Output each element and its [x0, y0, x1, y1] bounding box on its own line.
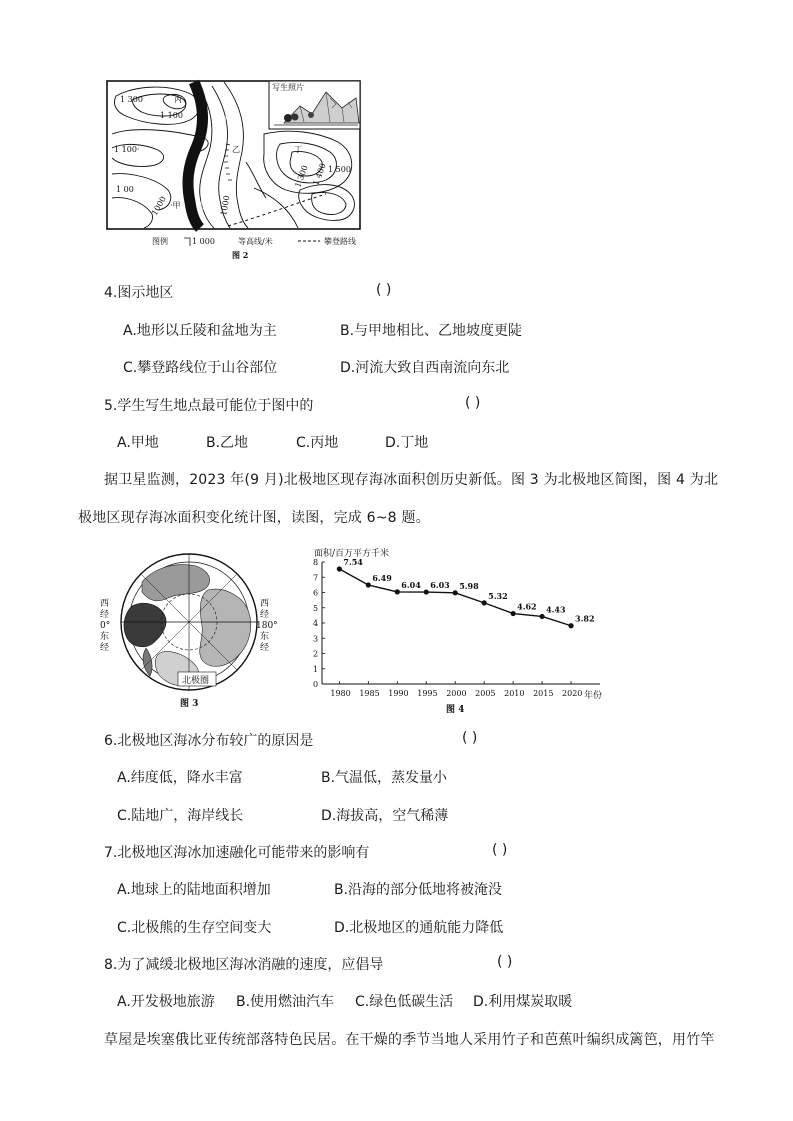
chart-x-tick-label: 2005 [475, 689, 496, 698]
question-5-stem: 5.学生写生地点最可能位于图中的 [104, 398, 314, 414]
contour-label: 1 300 [293, 164, 310, 189]
figure-3-caption: 图 3 [180, 699, 199, 709]
question-6-option-d[interactable]: D.海拔高，空气稀薄 [321, 808, 449, 824]
chart-x-axis-label: 年份 [584, 691, 603, 701]
west-east-0-label: 西 [100, 599, 110, 609]
chart-x-tick-label: 1990 [388, 689, 409, 698]
chart-y-tick-label: 0 [313, 680, 319, 689]
west-east-180-label: 西 [260, 599, 270, 609]
figure-4-sea-ice-chart [300, 546, 620, 716]
question-8-option-b[interactable]: B.使用燃油汽车 [236, 994, 335, 1010]
west-east-0-label: 东 [100, 632, 110, 642]
chart-y-axis-label: 面积/百万平方千米 [314, 549, 390, 559]
question-5-option-b[interactable]: B.乙地 [206, 435, 249, 451]
chart-y-tick-label: 2 [313, 649, 319, 659]
chart-y-tick-label: 3 [313, 634, 319, 644]
question-6-option-a[interactable]: A.纬度低，降水丰富 [117, 770, 243, 786]
chart-data-label: 6.49 [372, 573, 392, 584]
chart-data-label: 7.54 [343, 557, 363, 568]
contour-label: 1 100· [114, 145, 140, 154]
chart-y-tick-label: 5 [313, 603, 319, 613]
figure-2-caption: 图 2 [232, 250, 249, 260]
chart-y-tick-label: 7 [313, 573, 319, 583]
chart-data-label: 3.82 [575, 613, 595, 624]
chart-x-tick-label: 2000 [446, 689, 467, 698]
chart-data-label: 5.98 [459, 580, 479, 591]
chart-data-label: 5.32 [488, 590, 508, 601]
chart-x-tick-label: 2020 [562, 689, 583, 698]
chart-data-point [453, 590, 458, 595]
question-4-stem: 4.图示地区 [104, 285, 174, 301]
question-6-option-c[interactable]: C.陆地广，海岸线长 [117, 808, 244, 824]
chart-y-tick-label: 6 [313, 588, 319, 598]
contour-label: 1000 [219, 194, 232, 217]
question-7-option-b[interactable]: B.沿海的部分低地将被淹没 [334, 882, 503, 898]
question-6-option-b[interactable]: B.气温低，蒸发量小 [321, 770, 448, 786]
chart-data-point [337, 566, 342, 571]
question-7-option-d[interactable]: D.北极地区的通航能力降低 [334, 920, 504, 936]
chart-data-label: 4.43 [546, 604, 566, 615]
west-east-0-label: 0° [100, 621, 111, 631]
chart-x-tick-label: 2015 [533, 689, 554, 698]
point-ding-label: 丁 [294, 145, 302, 154]
question-5-option-c[interactable]: C.丙地 [296, 435, 339, 451]
chart-x-tick-label: 1985 [359, 689, 380, 698]
question-4-option-b[interactable]: B.与甲地相比、乙地坡度更陡 [340, 323, 523, 339]
river-label: 流 [196, 202, 206, 212]
question-7-answer-paren[interactable]: ( ) [492, 842, 508, 858]
chart-x-tick-label: 2010 [504, 689, 525, 698]
legend-prefix: 图例 [152, 237, 168, 246]
question-5-answer-paren[interactable]: ( ) [465, 395, 481, 411]
point-bing-label: 丙 [174, 95, 182, 104]
contour-label: 1 100 [160, 111, 183, 120]
question-8-option-d[interactable]: D.利用煤炭取暖 [473, 994, 573, 1010]
chart-data-point [395, 589, 400, 594]
question-5-option-d[interactable]: D.丁地 [385, 435, 429, 451]
chart-data-label: 6.03 [430, 580, 450, 591]
photo-label: 写生照片 [272, 83, 304, 92]
chart-data-point [568, 623, 573, 628]
figure-2-contour-map [104, 78, 366, 268]
question-4-option-c[interactable]: C.攀登路线位于山谷部位 [123, 360, 278, 376]
chart-data-point [511, 611, 516, 616]
west-east-180-label: 经 [260, 643, 270, 653]
question-4-option-d[interactable]: D.河流大致自西南流向东北 [340, 360, 510, 376]
question-8-answer-paren[interactable]: ( ) [497, 954, 513, 970]
chart-x-tick-label: 1980 [330, 689, 351, 698]
intro-paragraph-line-2: 极地区现存海冰面积变化统计图，读图，完成 6~8 题。 [78, 510, 430, 526]
chart-x-tick-label: 1995 [417, 689, 438, 698]
chart-y-tick-label: 4 [313, 619, 319, 628]
west-east-180-label: 180° [256, 621, 278, 631]
question-8-stem: 8.为了减缓北极地区海冰消融的速度，应倡导 [104, 957, 384, 973]
question-7-option-c[interactable]: C.北极熊的生存空间变大 [117, 920, 272, 936]
question-6-answer-paren[interactable]: ( ) [462, 730, 478, 746]
question-7-option-a[interactable]: A.地球上的陆地面积增加 [117, 882, 271, 898]
question-8-option-c[interactable]: C.绿色低碳生活 [355, 994, 454, 1010]
west-east-0-label: 经 [100, 643, 110, 653]
chart-data-label: 6.04 [401, 579, 421, 590]
question-8-option-a[interactable]: A.开发极地旅游 [117, 994, 215, 1010]
point-jia-label: ·甲 [170, 201, 181, 210]
contour-label: 1 300 [120, 95, 143, 104]
contour-label: 1 500 [328, 165, 351, 174]
west-east-180-label: 经 [260, 610, 270, 620]
chart-data-point [424, 589, 429, 594]
contour-label: 1 00 [116, 185, 134, 194]
legend-route: 攀登路线 [324, 237, 356, 246]
legend-contour: 等高线/米 [238, 237, 273, 246]
west-east-0-label: 经 [100, 610, 110, 620]
chart-y-tick-label: 8 [313, 558, 319, 567]
point-yi-label: 乙 [232, 145, 240, 154]
contour-label: 1000 [149, 194, 168, 217]
question-4-option-a[interactable]: A.地形以丘陵和盆地为主 [123, 323, 277, 339]
chart-data-point [482, 600, 487, 605]
figure-4-caption: 图 4 [446, 705, 465, 715]
chart-data-point [539, 614, 544, 619]
intro-paragraph-2-line-1: 草屋是埃塞俄比亚传统部落特色民居。在干燥的季节当地人采用竹子和芭蕉叶编织成篱笆，用竹竿 [104, 1032, 715, 1048]
west-east-180-label: 东 [260, 632, 270, 642]
question-7-stem: 7.北极地区海冰加速融化可能带来的影响有 [104, 845, 370, 861]
river-label: 河 [224, 115, 234, 125]
chart-data-label: 4.62 [517, 601, 537, 612]
contour-label: 1 400 [311, 162, 328, 187]
chart-data-point [366, 582, 371, 587]
question-5-option-a[interactable]: A.甲地 [117, 435, 159, 451]
legend-contour-value: 1 000 [192, 237, 215, 246]
chart-y-tick-label: 1 [313, 664, 319, 674]
figure-3-arctic-map [92, 552, 282, 710]
arctic-circle-label: 北极圈 [182, 676, 210, 686]
intro-paragraph-line-1: 据卫星监测，2023 年(9 月)北极地区现存海冰面积创历史新低。图 3 为北极地区简图，图 4 为北 [104, 472, 719, 488]
question-6-stem: 6.北极地区海冰分布较广的原因是 [104, 733, 314, 749]
question-4-answer-paren[interactable]: ( ) [376, 282, 392, 298]
